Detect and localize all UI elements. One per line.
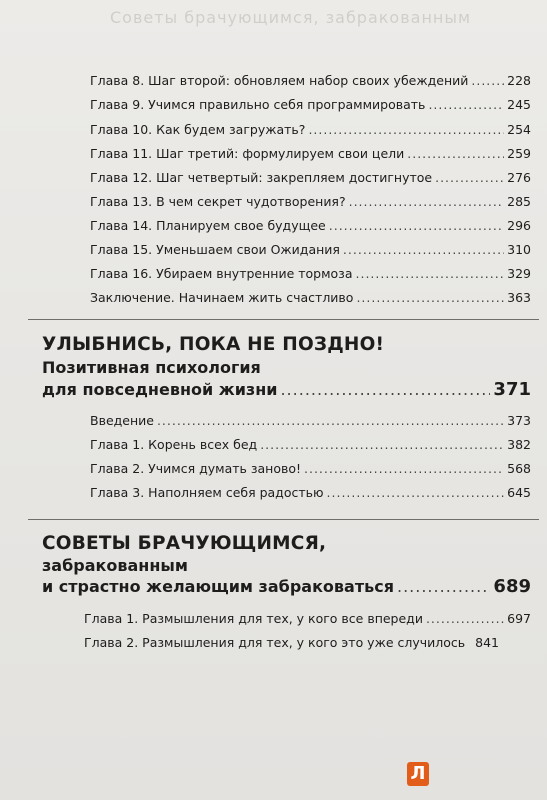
toc-entry: Глава 11. Шаг третий: формулируем свои цели ..... 259 [90, 146, 531, 162]
toc-entry: Глава 15. Уменьшаем свои Ожидания ..... 310 [90, 242, 531, 258]
toc-entry: Глава 1. Корень всех бед ..... 382 [90, 437, 531, 453]
toc-entry: Глава 1. Размышления для тех, у кого все впереди ..... 697 [84, 611, 531, 627]
section-heading-line: и страстно желающим забраковаться ..... 689 [42, 577, 531, 597]
section-divider [28, 319, 539, 320]
section-heading-line: для повседневной жизни ..... 371 [42, 380, 531, 400]
toc-entry: Заключение. Начинаем жить счастливо ..... 363 [90, 290, 531, 306]
toc-entry: Глава 14. Планируем свое будущее ..... 296 [90, 218, 531, 234]
toc-entry: Глава 2. Учимся думать заново! ..... 568 [90, 461, 531, 477]
toc-entry: Глава 3. Наполняем себя радостью ..... 645 [90, 485, 531, 501]
toc-entry: Глава 13. В чем секрет чудотворения? ..... 285 [90, 194, 531, 210]
publisher-logo-icon: Л [407, 762, 429, 786]
toc-entry: Глава 2. Размышления для тех, у кого это уже случилось 841 [84, 635, 500, 650]
section-title: УЛЫБНИСЬ, ПОКА НЕ ПОЗДНО! [42, 334, 385, 355]
section-title: СОВЕТЫ БРАЧУЮЩИМСЯ, [42, 533, 327, 554]
toc-entry: Глава 16. Убираем внутренние тормоза ..... 329 [90, 266, 531, 282]
toc-entry: Глава 9. Учимся правильно себя программировать ..... 245 [90, 97, 531, 113]
section-subtitle: забракованным [42, 556, 188, 575]
toc-entry: Введение ..... 373 [90, 413, 531, 429]
running-header: Советы брачующимся, забракованным [110, 8, 472, 27]
toc-entry: Глава 10. Как будем загружать? ..... 254 [90, 122, 531, 138]
section-divider [28, 519, 539, 520]
toc-entry: Глава 8. Шаг второй: обновляем набор своих убеждений ..... 228 [90, 73, 531, 89]
toc-entry: Глава 12. Шаг четвертый: закрепляем достигнутое ..... 276 [90, 170, 531, 186]
section-subtitle: Позитивная психология [42, 358, 261, 377]
